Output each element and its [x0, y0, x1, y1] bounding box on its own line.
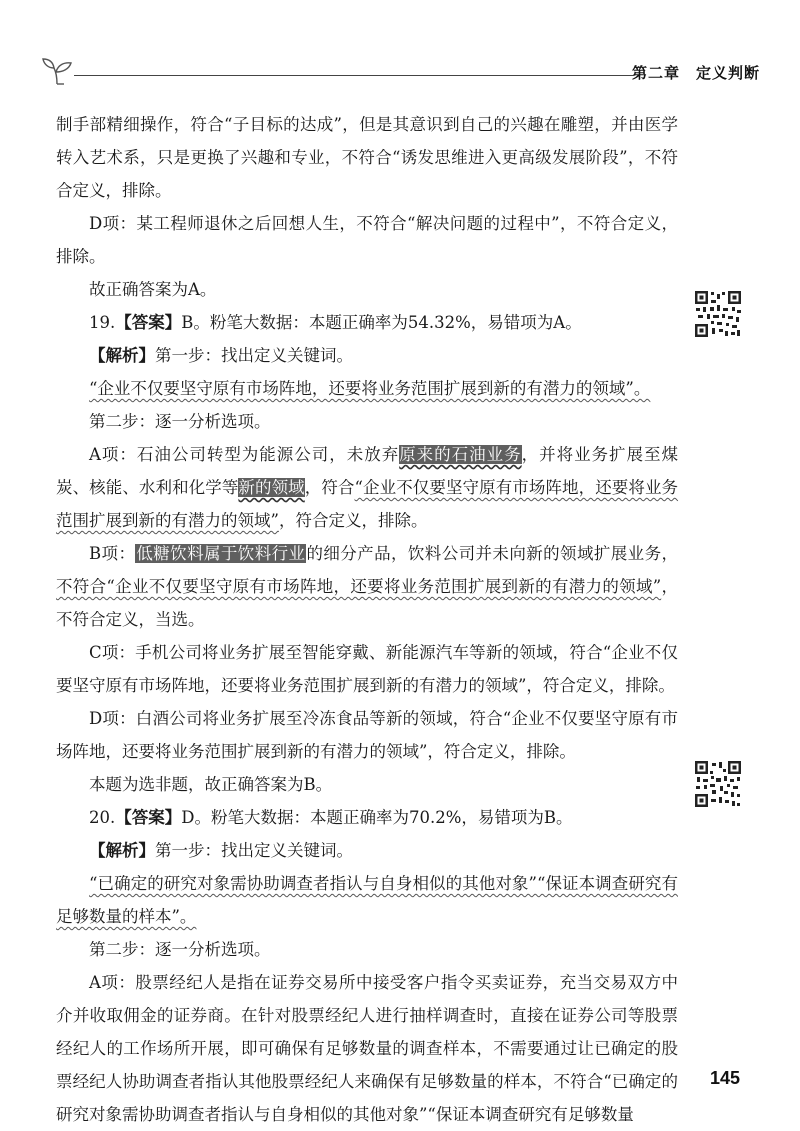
q19-option-b: B项：低糖饮料属于饮料行业的细分产品，饮料公司并未向新的领域扩展业务，不符合“企业不仅要坚守原有市场阵地，还要将业务范围扩展到新的有潜力的领域”，不符合定义，当选。: [56, 544, 679, 629]
highlight: 原来的石油业务: [399, 445, 522, 464]
q20-option-a: A项：股票经纪人是指在证券交易所中接受客户指令买卖证券，充当交易双方中介并收取佣金的证券商。在针对股票经纪人进行抽样调查时，直接在证券公司等股票经纪人的工作场所开展，即可确保有足够数量的调查样本，不需要通过让已确定的股票经纪人协助调查者指认其他股票经纪人来确保有足够数量的样本，不符合“已确定的研究对象需协助调查者指认与自身相似的其他对象”“保证本调查研究有足够数量: [56, 973, 678, 1124]
paragraph: D项：某工程师退休之后回想人生，不符合“解决问题的过程中”，不符合定义，排除。: [56, 214, 678, 266]
q19-option-c: C项：手机公司将业务扩展至智能穿戴、新能源汽车等新的领域，符合“企业不仅要坚守原有市场阵地，还要将业务范围扩展到新的有潜力的领域”，符合定义，排除。: [56, 643, 678, 695]
q19-step2: 第二步：逐一分析选项。: [89, 412, 271, 431]
paragraph: 制手部精细操作，符合“子目标的达成”，但是其意识到自己的兴趣在雕塑，并由医学转入艺术系，只是更换了兴趣和专业，不符合“诱发思维进入更高级发展阶段”，不符合定义，排除。: [56, 115, 678, 200]
q19-answer: 19.【答案】B。粉笔大数据：本题正确率为54.32%，易错项为A。: [89, 313, 582, 332]
page-header: [40, 52, 760, 92]
q19-option-d: D项：白酒公司将业务扩展至冷冻食品等新的领域，符合“企业不仅要坚守原有市场阵地，还要将业务范围扩展到新的有潜力的领域”，符合定义，排除。: [56, 709, 678, 761]
q19-option-a: A项：石油公司转型为能源公司，未放弃原来的石油业务，并将业务扩展至煤炭、核能、水利和化学等新的领域，符合“企业不仅要坚守原有市场阵地，还要将业务范围扩展到新的有潜力的领域”，符合定义，排除。: [56, 445, 679, 530]
qr-code-icon: [694, 290, 742, 338]
q20-step2: 第二步：逐一分析选项。: [89, 940, 271, 959]
qr-code-icon: [694, 760, 742, 808]
leaf-sprout-icon: [40, 56, 74, 86]
paragraph: 故正确答案为A。: [89, 280, 217, 299]
highlight: 新的领域: [238, 478, 305, 497]
q19-conclusion: 本题为选非题，故正确答案为B。: [89, 775, 333, 794]
page-number: 145: [709, 1068, 740, 1088]
page-content: [56, 108, 678, 1131]
q19-analysis: 【解析】第一步：找出定义关键词。: [89, 346, 353, 365]
header-rule: [74, 75, 634, 76]
chapter-title: 第二章 定义判断: [631, 64, 760, 82]
q20-definition: “已确定的研究对象需协助调查者指认与自身相似的其他对象”“保证本调查研究有足够数量的样本”。: [56, 874, 678, 926]
q20-analysis: 【解析】第一步：找出定义关键词。: [89, 841, 353, 860]
highlight: 低糖饮料属于饮料行业: [136, 544, 306, 563]
q20-answer: 20.【答案】D。粉笔大数据：本题正确率为70.2%，易错项为B。: [89, 808, 573, 827]
q19-definition: “企业不仅要坚守原有市场阵地，还要将业务范围扩展到新的有潜力的领域”。: [89, 379, 651, 398]
